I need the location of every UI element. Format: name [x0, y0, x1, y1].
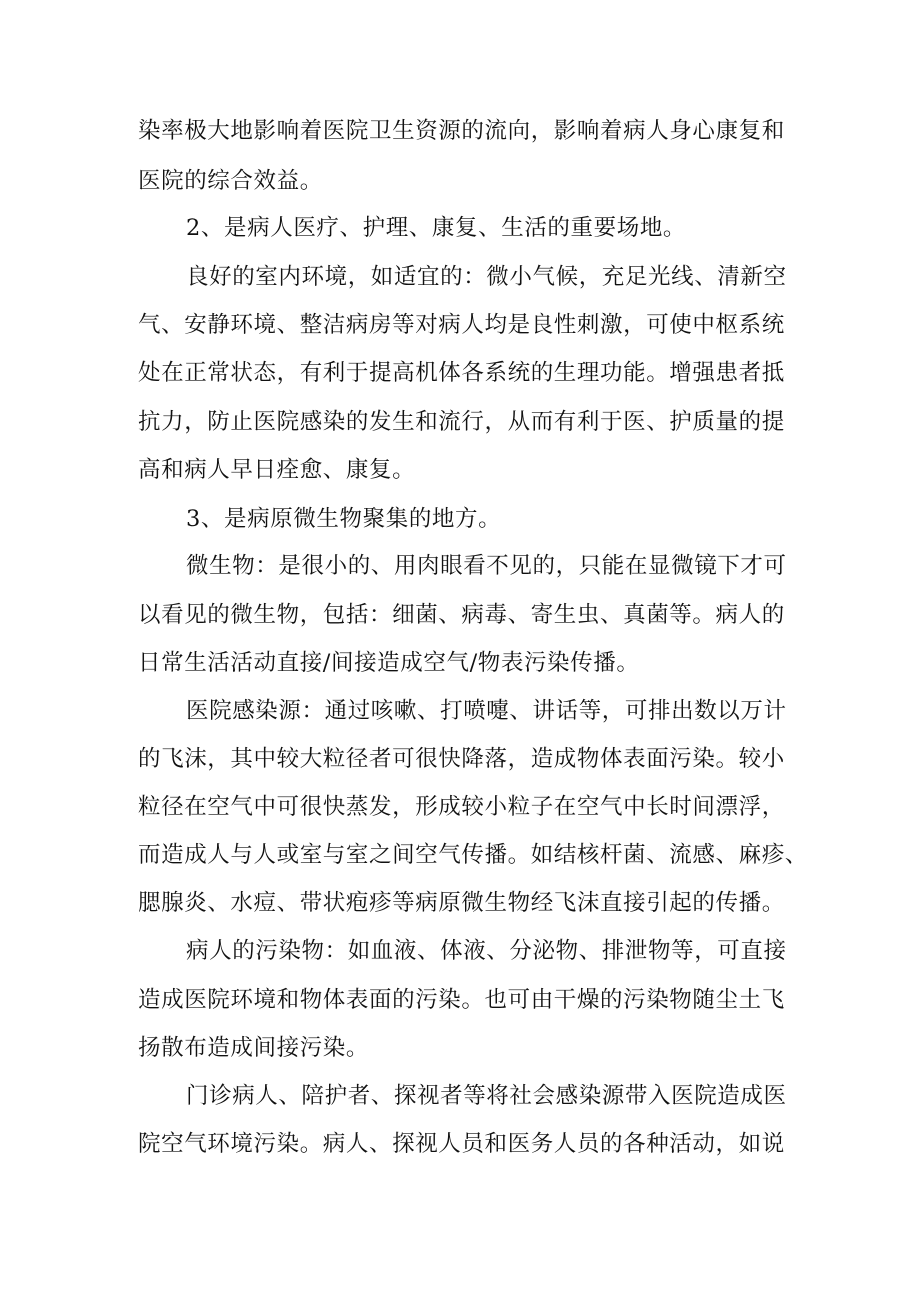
body-text-line: 处在正常状态，有利于提高机体各系统的生理功能。增强患者抵 — [138, 360, 785, 386]
body-text-line: 病人的污染物：如血液、体液、分泌物、排泄物等，可直接 — [186, 938, 787, 964]
body-text-line: 造成医院环境和物体表面的污染。也可由干燥的污染物随尘土飞 — [138, 987, 785, 1013]
body-text-line: 染率极大地影响着医院卫生资源的流向，影响着病人身心康复和 — [138, 118, 785, 144]
body-text-line: 粒径在空气中可很快蒸发，形成较小粒子在空气中长时间漂浮， — [138, 794, 785, 820]
body-text-line: 门诊病人、陪护者、探视者等将社会感染源带入医院造成医 — [186, 1083, 787, 1109]
body-text-line: 院空气环境污染。病人、探视人员和医务人员的各种活动，如说 — [138, 1131, 785, 1157]
body-text-line: 微生物：是很小的、用肉眼看不见的，只能在显微镜下才可 — [186, 553, 787, 579]
body-text-line: 的飞沫，其中较大粒径者可很快降落，造成物体表面污染。较小 — [138, 746, 785, 772]
body-text-line: 扬散布造成间接污染。 — [138, 1035, 370, 1061]
body-text-line: 良好的室内环境，如适宜的：微小气候，充足光线、清新空 — [186, 264, 787, 290]
section-heading: 2、是病人医疗、护理、康复、生活的重要场地。 — [186, 215, 687, 241]
body-text-line: 医院感染源：通过咳嗽、打喷嚏、讲话等，可排出数以万计 — [186, 698, 787, 724]
section-heading: 3、是病原微生物聚集的地方。 — [186, 506, 502, 532]
body-text-line: 抗力，防止医院感染的发生和流行，从而有利于医、护质量的提 — [138, 409, 785, 435]
body-text-line: 日常生活活动直接/间接造成空气/物表污染传播。 — [138, 650, 640, 676]
body-text-line: 高和病人早日痊愈、康复。 — [138, 457, 416, 483]
body-text-line: 气、安静环境、整洁病房等对病人均是良性刺激，可使中枢系统 — [138, 312, 785, 338]
body-text-line: 而造成人与人或室与室之间空气传播。如结核杆菌、流感、麻疹、 — [138, 842, 808, 868]
body-text-line: 以看见的微生物，包括：细菌、病毒、寄生虫、真菌等。病人的 — [138, 602, 785, 628]
body-text-line: 医院的综合效益。 — [138, 168, 323, 194]
body-text-line: 腮腺炎、水痘、带状疱疹等病原微生物经飞沫直接引起的传播。 — [138, 890, 785, 916]
